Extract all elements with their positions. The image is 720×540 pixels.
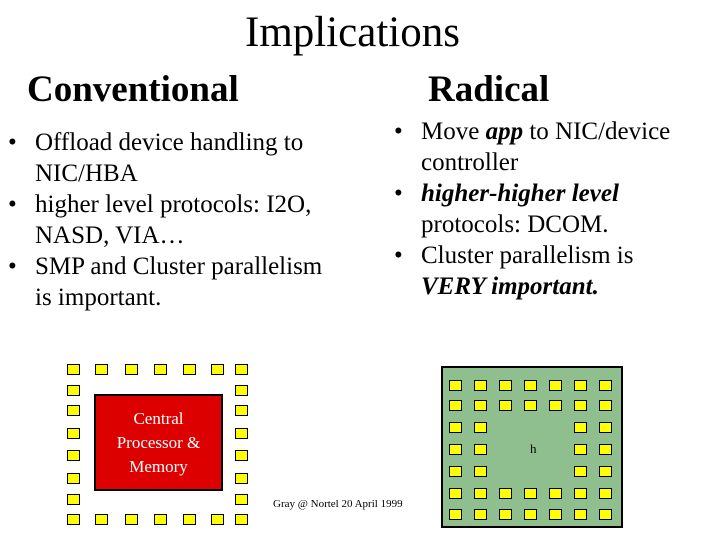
- radical-bullet-move-app: [394, 116, 694, 178]
- chip-pad-bottom: [95, 514, 108, 525]
- radical-circuit-board: [441, 366, 623, 528]
- radical-heading: Radical: [428, 69, 550, 110]
- chip-pad-top: [183, 364, 196, 375]
- board-pad: [449, 466, 462, 477]
- board-pad: [499, 488, 512, 499]
- chip-pad-left: [67, 385, 80, 396]
- board-pad: [499, 380, 512, 391]
- board-pad: [599, 422, 612, 433]
- chip-pad-top: [154, 364, 167, 375]
- radical-bullet-3-pre: Cluster parallelism is: [421, 242, 634, 269]
- chip-pad-top: [211, 364, 224, 375]
- board-pad: [574, 444, 587, 455]
- chip-pad-top: [125, 364, 138, 375]
- chip-pad-right: [235, 473, 248, 484]
- conventional-bullet-protocols: • higher level protocols: I2O, NASD, VIA…: [8, 189, 328, 251]
- board-pad: [499, 400, 512, 411]
- board-pad: [474, 380, 487, 391]
- chip-pad-left: [67, 473, 80, 484]
- chip-pad-left: [67, 405, 80, 416]
- board-pad: [474, 400, 487, 411]
- board-pad: [449, 509, 462, 520]
- slide-title: Implications: [245, 9, 460, 56]
- board-pad: [449, 380, 462, 391]
- board-pad: [549, 509, 562, 520]
- board-pad: [474, 509, 487, 520]
- chip-pad-right: [235, 385, 248, 396]
- conventional-heading: Conventional: [27, 69, 239, 110]
- board-pad: [549, 400, 562, 411]
- board-pad: [449, 488, 462, 499]
- radical-bullet-2-post: protocols: DCOM.: [421, 211, 609, 238]
- board-pad: [449, 400, 462, 411]
- board-pad: [449, 422, 462, 433]
- chip-pad-right: [235, 405, 248, 416]
- radical-bullet-1-emphasis: app: [485, 118, 524, 145]
- board-pad: [599, 488, 612, 499]
- board-pad: [474, 422, 487, 433]
- radical-bullet-list: [394, 116, 694, 302]
- radical-bullet-1-post: to NIC/device controller: [421, 118, 671, 176]
- chip-pad-bottom: [211, 514, 224, 525]
- board-pad: [474, 488, 487, 499]
- chip-pad-right: [235, 494, 248, 505]
- cpu-label-line-2: Processor &: [116, 433, 201, 452]
- radical-bullet-2-emphasis: higher-higher level: [421, 180, 619, 207]
- board-pad: [574, 509, 587, 520]
- radical-bullet-cluster: [394, 240, 694, 302]
- chip-pad-right: [235, 450, 248, 461]
- radical-bullet-higher-level: [394, 178, 694, 240]
- board-pad: [599, 466, 612, 477]
- chip-pad-top: [67, 364, 80, 375]
- cpu-label-line-1: Central: [133, 409, 184, 428]
- conventional-bullet-smp: • SMP and Cluster parallelism is important.: [8, 251, 328, 313]
- board-pad: [524, 509, 537, 520]
- board-pad: [599, 400, 612, 411]
- board-label: h: [530, 441, 537, 456]
- cpu-memory-box: [94, 394, 223, 491]
- conventional-bullet-offload: • Offload device handling to NIC/HBA: [8, 127, 328, 189]
- board-pad: [524, 400, 537, 411]
- chip-pad-bottom: [183, 514, 196, 525]
- board-pad: [599, 380, 612, 391]
- board-pad: [574, 380, 587, 391]
- chip-pad-bottom: [235, 514, 248, 525]
- radical-bullet-3-emphasis: VERY important.: [421, 273, 599, 300]
- conventional-bullet-list: [8, 127, 328, 313]
- board-pad: [574, 400, 587, 411]
- chip-pad-bottom: [125, 514, 138, 525]
- board-pad: [549, 380, 562, 391]
- board-pad: [524, 380, 537, 391]
- chip-pad-top: [95, 364, 108, 375]
- chip-pad-bottom: [154, 514, 167, 525]
- chip-pad-bottom: [67, 514, 80, 525]
- chip-pad-right: [235, 428, 248, 439]
- board-pad: [474, 444, 487, 455]
- radical-bullet-1-pre: Move: [421, 118, 486, 145]
- board-pad: [474, 466, 487, 477]
- cpu-label-line-3: Memory: [129, 457, 188, 476]
- footer-credit: Gray @ Nortel 20 April 1999: [273, 498, 403, 510]
- board-pad: [574, 466, 587, 477]
- chip-pad-left: [67, 450, 80, 461]
- board-pad: [599, 444, 612, 455]
- board-pad: [574, 422, 587, 433]
- board-pad: [524, 488, 537, 499]
- chip-pad-left: [67, 428, 80, 439]
- chip-pad-left: [67, 494, 80, 505]
- board-pad: [599, 509, 612, 520]
- board-pad: [449, 444, 462, 455]
- chip-pad-top: [235, 364, 248, 375]
- board-pad: [549, 488, 562, 499]
- board-pad: [574, 488, 587, 499]
- board-pad: [499, 509, 512, 520]
